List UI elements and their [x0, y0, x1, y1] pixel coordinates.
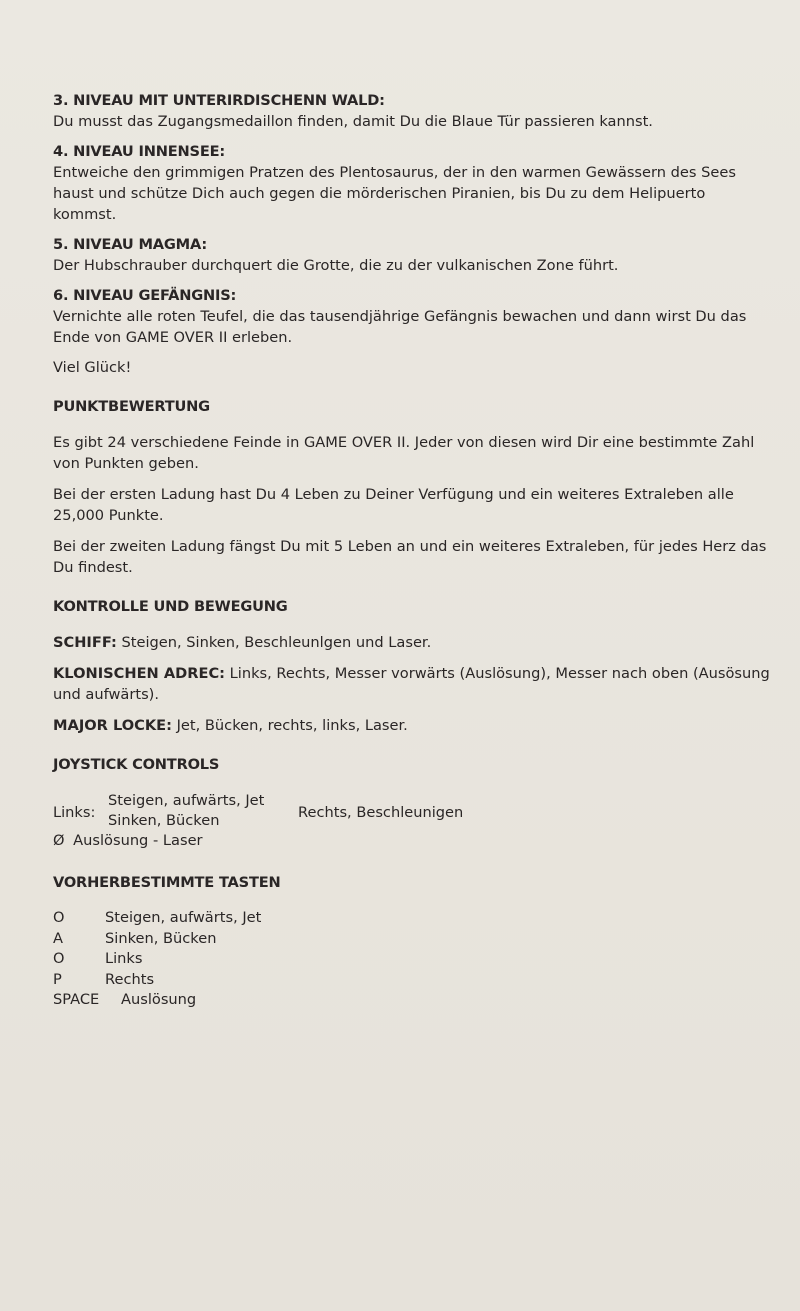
scoring-paragraph: Bei der ersten Ladung hast Du 4 Leben zu Deiner Verfügung und ein weiteres Extraleben alle 25,000 Punkte. — [53, 486, 734, 524]
key-name: SPACE — [53, 991, 100, 1008]
level-text: Du musst das Zugangsmedaillon finden, damit Du die Blaue Tür passieren kannst. — [53, 113, 653, 130]
joystick-fire-row — [53, 830, 203, 851]
joystick-diagram — [53, 790, 773, 854]
level-text: Vernichte alle roten Teufel, die das tausendjährige Gefängnis bewachen und dann wirst Du das Ende von GAME OVER II erleben. — [53, 308, 747, 346]
control-label: SCHIFF: — [53, 634, 117, 651]
scoring-title: PUNKTBEWERTUNG — [53, 398, 210, 415]
joystick-down-action: Sinken, Bücken — [108, 812, 220, 829]
level-6 — [53, 285, 773, 348]
good-luck-text: Viel Glück! — [53, 359, 132, 376]
key-name: P — [53, 970, 62, 988]
keys-title: VORHERBESTIMMTE TASTEN — [53, 874, 281, 891]
joystick-right-action: Rechts, Beschleunigen — [298, 804, 464, 821]
key-row — [53, 970, 773, 991]
level-heading: 5. NIVEAU MAGMA: — [53, 236, 207, 253]
key-action: Rechts — [105, 970, 155, 988]
joystick-links-label: Links: — [53, 804, 96, 821]
key-name: A — [53, 929, 63, 947]
controls-title: KONTROLLE UND BEWEGUNG — [53, 598, 288, 615]
level-heading: 3. NIVEAU MIT UNTERIRDISCHENN WALD: — [53, 92, 385, 109]
joystick-fire-separator: - — [152, 832, 159, 849]
key-row — [53, 908, 773, 929]
key-name: O — [53, 909, 65, 926]
level-text: Entweiche den grimmigen Pratzen des Plentosaurus, der in den warmen Gewässern des Sees haust und schütze Dich auch gegen die mörderischen Piranien, bis Du zu dem Helipuerto kommst. — [53, 164, 736, 223]
key-row — [53, 990, 773, 1011]
joystick-fire-action: Laser — [162, 832, 203, 849]
key-action: Links — [105, 950, 143, 967]
key-row — [53, 929, 773, 950]
control-text: Jet, Bücken, rechts, links, Laser. — [176, 717, 408, 734]
key-action: Steigen, aufwärts, Jet — [105, 909, 262, 926]
joystick-title: JOYSTICK CONTROLS — [53, 756, 220, 773]
level-heading: 4. NIVEAU INNENSEE: — [53, 143, 225, 160]
key-name: O — [53, 950, 65, 967]
joystick-up-action: Steigen, aufwärts, Jet — [108, 792, 265, 809]
control-text: Links, Rechts, Messer vorwärts (Auslösung), Messer nach oben (Ausösung und aufwärts). — [53, 665, 770, 703]
key-row — [53, 949, 773, 970]
fire-button-icon: Ø — [53, 832, 65, 849]
level-heading: 6. NIVEAU GEFÄNGNIS: — [53, 287, 237, 304]
key-action: Auslösung — [121, 991, 197, 1008]
level-5 — [53, 234, 773, 276]
joystick-fire-label: Auslösung — [73, 832, 149, 849]
level-text: Der Hubschrauber durchquert die Grotte, die zu der vulkanischen Zone führt. — [53, 257, 619, 274]
control-label: MAJOR LOCKE: — [53, 717, 172, 734]
key-action: Sinken, Bücken — [105, 929, 217, 947]
control-label: KLONISCHEN ADREC: — [53, 665, 225, 682]
control-text: Steigen, Sinken, Beschleunlgen und Laser. — [121, 634, 432, 651]
level-4 — [53, 141, 773, 225]
level-3 — [53, 90, 773, 132]
control-item-adrec — [53, 663, 773, 705]
control-item-locke — [53, 715, 773, 736]
scoring-paragraph: Bei der zweiten Ladung fängst Du mit 5 Leben an und ein weiteres Extraleben, für jedes Herz das Du findest. — [53, 538, 767, 576]
control-item-ship — [53, 632, 773, 653]
manual-content — [53, 90, 773, 1011]
scoring-paragraph: Es gibt 24 verschiedene Feinde in GAME OVER II. Jeder von diesen wird Dir eine bestimmte Zahl von Punkten geben. — [53, 434, 755, 472]
